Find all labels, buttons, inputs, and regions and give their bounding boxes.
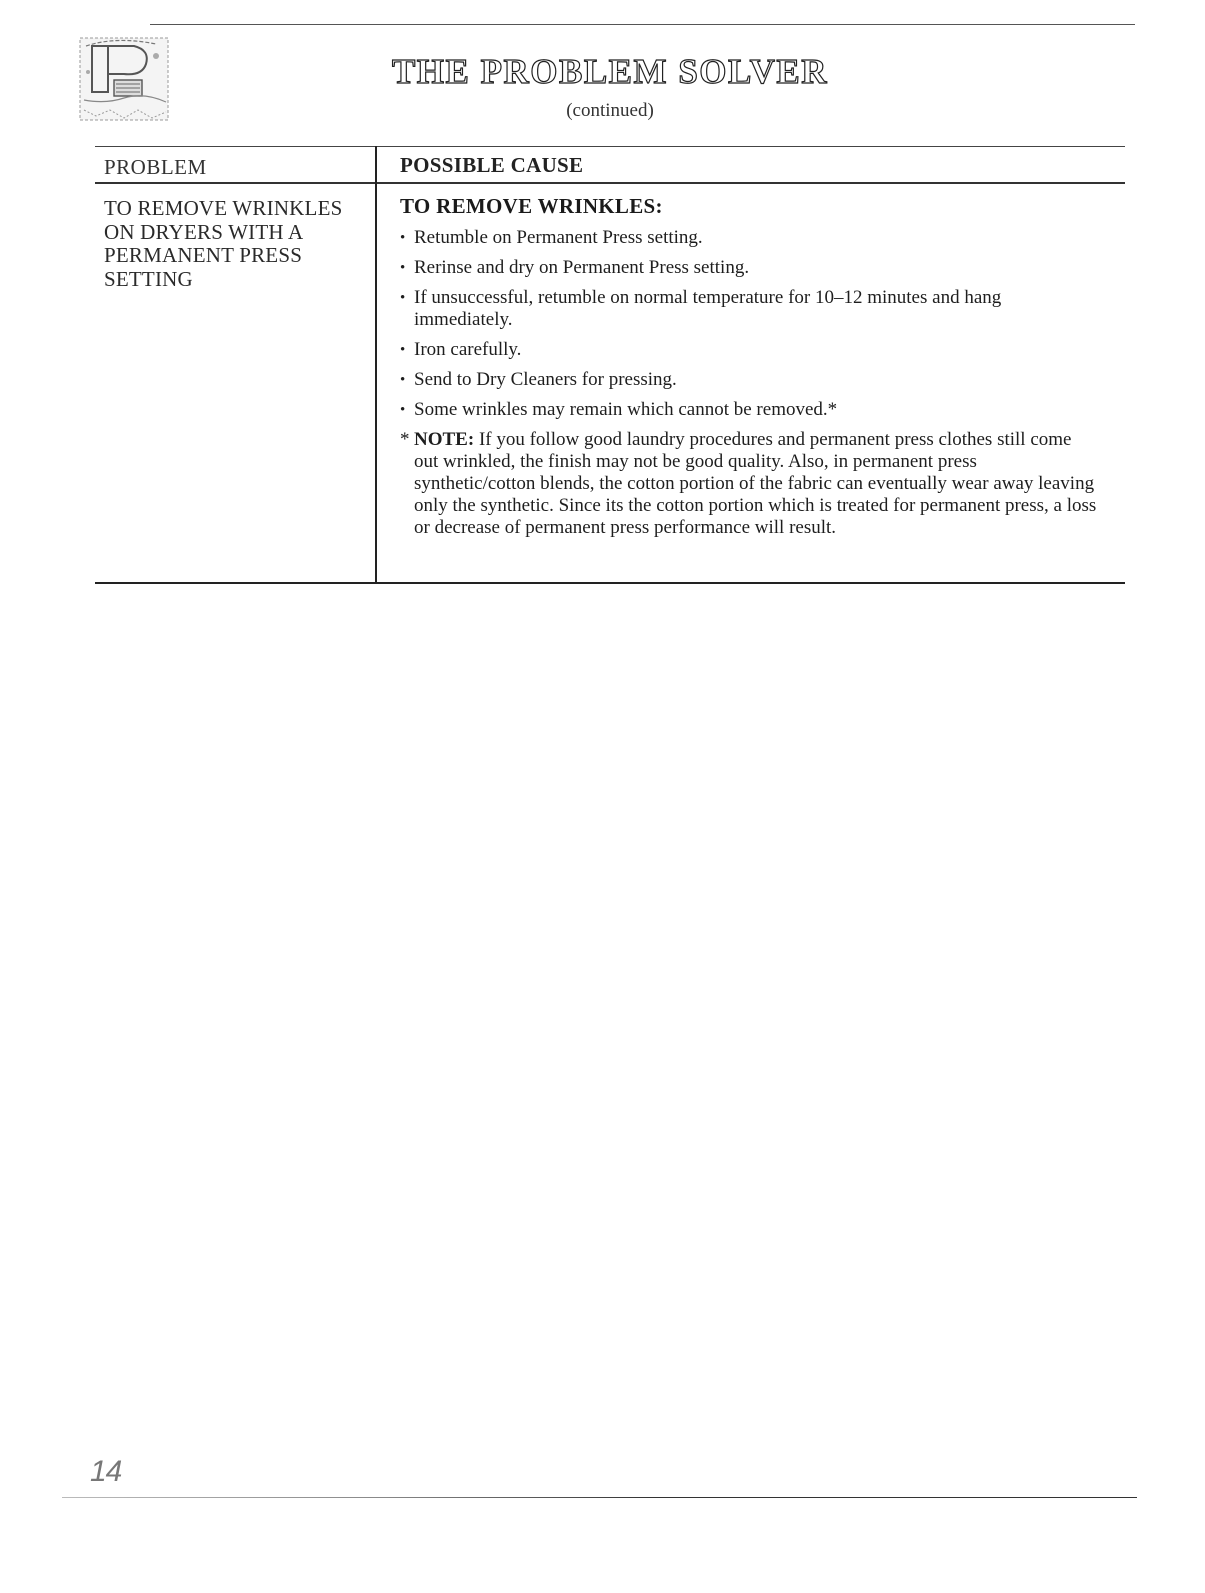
problem-cell: TO REMOVE WRINKLES ON DRYERS WITH A PERMANENT PRESS SETTING [104, 196, 343, 291]
page-subtitle: (continued) [566, 100, 654, 121]
column-header-problem: PROBLEM [104, 155, 207, 179]
bullet-icon: • [400, 402, 406, 418]
column-divider [375, 146, 377, 582]
page-title: THE PROBLEM SOLVER [391, 52, 829, 91]
list-item [400, 287, 1100, 331]
cause-heading: TO REMOVE WRINKLES: [400, 194, 663, 218]
problem-solver-logo-icon [76, 32, 172, 127]
table-bottom-rule [95, 582, 1125, 584]
bullet-icon: • [400, 260, 406, 276]
list-item [400, 227, 1100, 249]
list-item [400, 369, 1100, 391]
bullet-icon: • [400, 372, 406, 388]
list-item-text: Retumble on Permanent Press setting. [414, 227, 703, 248]
note-label: NOTE: [414, 429, 475, 450]
note-text: If you follow good laundry procedures and permanent press clothes still come out wrinkled, the finish may not be good quality. Also, in permanent press synthetic/cotton blends, the cotton portion of the fabric can eventually wear away leaving only the synthetic. Since its the cotton portion which is treated for permanent press, a loss or decrease of permanent press performance will result. [414, 429, 1097, 538]
bullet-icon: • [400, 342, 406, 358]
cause-list [400, 227, 1100, 421]
list-item-text: Send to Dry Cleaners for pressing. [414, 369, 677, 390]
possible-cause-cell [400, 194, 1100, 539]
list-item-text: If unsuccessful, retumble on normal temperature for 10–12 minutes and hang immediately. [414, 287, 1002, 330]
list-item [400, 257, 1100, 279]
list-item [400, 399, 1100, 421]
list-item-text: Some wrinkles may remain which cannot be removed.* [414, 399, 838, 420]
list-item-text: Rerinse and dry on Permanent Press setting. [414, 257, 750, 278]
top-rule [150, 24, 1135, 25]
page-number: 14 [90, 1455, 122, 1488]
footer-rule [62, 1497, 1137, 1498]
bullet-icon: • [400, 290, 406, 306]
list-item-text: Iron carefully. [414, 339, 522, 360]
note-asterisk: * [400, 429, 410, 450]
header-rule [95, 182, 1125, 184]
note-paragraph [400, 429, 1100, 539]
column-header-possible-cause: POSSIBLE CAUSE [400, 153, 584, 177]
table-top-rule [95, 146, 1125, 147]
list-item [400, 339, 1100, 361]
bullet-icon: • [400, 230, 406, 246]
